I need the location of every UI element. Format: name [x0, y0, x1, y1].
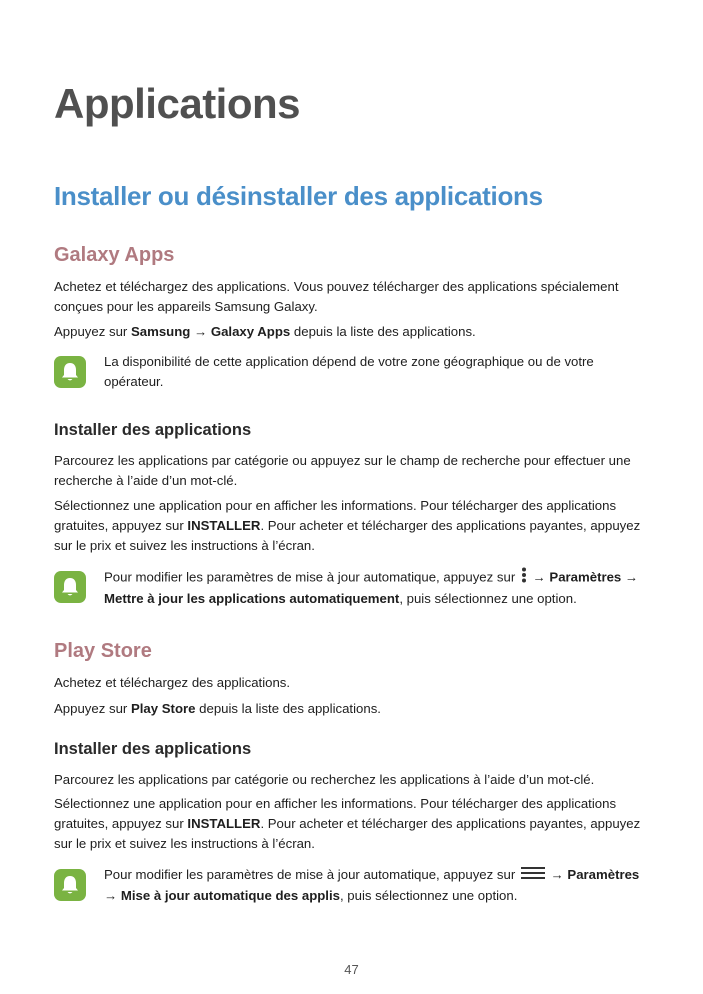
- play-store-title: Play Store: [54, 640, 152, 662]
- galaxy-install-p1: Parcourez les applications par catégorie ou appuyez sur le champ de recherche pour effectuer une recherche à l’aide d’un mot-clé.: [54, 453, 631, 488]
- galaxy-apps-tap-instruction: Appuyez sur Samsung → Galaxy Apps depuis la liste des applications.: [54, 324, 476, 339]
- play-install-p2: Sélectionnez une application pour en afficher les informations. Pour télécharger des applications gratuites, appuyez sur INSTALLER. Pour acheter et télécharger des applications payantes, appuyez sur le prix et suivez les instructions à l’écran.: [54, 796, 641, 851]
- bell-icon: [54, 869, 86, 901]
- play-install-p1: Parcourez les applications par catégorie ou recherchez les applications à l’aide d’un mot-clé.: [54, 772, 595, 787]
- bell-icon: [54, 571, 86, 603]
- play-store-tap-instruction: Appuyez sur Play Store depuis la liste des applications.: [54, 701, 381, 716]
- note-availability-text: La disponibilité de cette application dépend de votre zone géographique ou de votre opérateur.: [104, 354, 594, 389]
- more-options-icon: [521, 567, 527, 589]
- bell-icon: [54, 356, 86, 388]
- page-number: 47: [344, 962, 359, 977]
- note-auto-update-play: [54, 865, 644, 909]
- play-store-intro: Achetez et téléchargez des applications.: [54, 675, 291, 690]
- note-auto-update-galaxy-text: Pour modifier les paramètres de mise à jour automatique, appuyez sur → Paramètres → Mettre à jour les applications automatiquement, puis sélectionnez une option.: [104, 567, 644, 609]
- play-install-title: Installer des applications: [54, 740, 252, 758]
- galaxy-apps-title: Galaxy Apps: [54, 244, 175, 266]
- note-auto-update-galaxy: [54, 567, 644, 611]
- galaxy-install-title: Installer des applications: [54, 421, 252, 439]
- section-title: Installer ou désinstaller des applications: [54, 181, 543, 211]
- menu-icon: [521, 866, 545, 886]
- galaxy-apps-intro: Achetez et téléchargez des applications. Vous pouvez télécharger des applications spécialement conçues pour les appareils Samsung Galaxy.: [54, 279, 619, 314]
- note-auto-update-play-text: Pour modifier les paramètres de mise à jour automatique, appuyez sur → Paramètres → Mise à jour automatique des applis, puis sélectionnez une option.: [104, 867, 640, 903]
- galaxy-install-p2: Sélectionnez une application pour en afficher les informations. Pour télécharger des applications gratuites, appuyez sur INSTALLER. Pour acheter et télécharger des applications payantes, appuyez sur le prix et suivez les instructions à l’écran.: [54, 498, 641, 553]
- note-availability: [54, 352, 644, 396]
- chapter-title: Applications: [54, 80, 301, 127]
